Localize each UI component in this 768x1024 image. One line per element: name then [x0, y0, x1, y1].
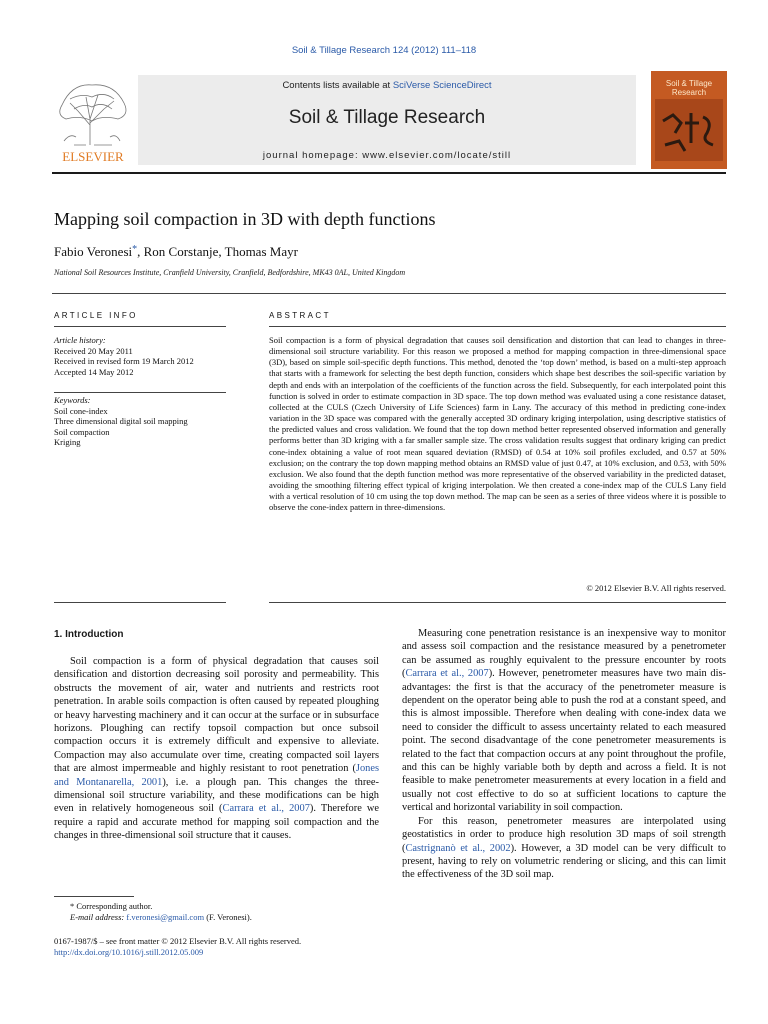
abstract-heading: ABSTRACT: [269, 311, 331, 320]
intro-paragraph: [402, 815, 726, 882]
intro-text: Soil compaction is a form of physical degradation that causes soil densification and distortion decreasing soil porosity and permeability. This obstructs the movement of air, water and nutrients and restricts root penetration. In arable soils compaction is often caused by repeated ploughing or heavy harvesting machinery and it can occur at the surface or in subsurface horizons. Ploughing can rectify topsoil compaction but once subsoil compaction occurs it is extremely difficult and expensive to alleviate. Compaction may also accumulate over time, creating compacted soil layers that are almost impermeable and highly resistant to root penetration (: [54, 656, 379, 775]
elsevier-tree-logo: [52, 75, 134, 165]
corresponding-author-note: Corresponding author.: [76, 901, 153, 911]
issn-line: 0167-1987/$ – see front matter © 2012 Elsevier B.V. All rights reserved.: [54, 936, 302, 946]
abstract-body: Soil compaction is a form of physical degradation that causes soil densification and distortion that can lead to changes in three-dimensional soil structure variability. For this reason we proposed a method for mapping compaction in three-dimensional space (3D), based on simple soil-specific depth functions. This method, denoted the ‘top down’ method, is based on a multi-step approach that starts with a framework for selecting the best depth function, considers which shape best describes the soil-specific variation by depth and ends with an interpolation of the coefficients of the function across the field. Subsequently, for each interpolated point this function is solved in order to estimate compaction in 3D space. The top down method was evaluated using a cone resistance dataset, collected at the CULS (Czech University of Life Sciences) farm in Lany. The accuracy of this method in predicting cone-index variation in the 3D space was compared with the generally accepted 3D ordinary kriging interpolation, using descriptive statistics of the predicted values and cross validation. We found that the top down method better represented observed information and generally performs better than 3D kriging with a far smaller sample size. The cross validation results suggest that ordinary kriging can predict cone-index obtaining a value of root mean squared deviation (RMSD) of 0.54 at 10% soil profiles excluded, and 0.57 at 50% exclusion; on the contrary the top down mapping method obtains an RMSD value of just 0.47, at 10% exclusion, and 0.53, with 50% exclusion. We also found that the depth function method was more representative of the observed variability in the predicted dataset, avoiding the smoothing filtering effect typical of kriging interpolation. We then created a cone-index map of the CULS Lany field with a vertical resolution of 10 cm using the top down method. The map can be seen as a series of three videos where it is possible to observe the cone-index pattern in three-dimensions.: [269, 335, 726, 513]
journal-homepage[interactable]: journal homepage: www.elsevier.com/locate/still: [262, 150, 512, 161]
header-rule: [52, 172, 726, 174]
journal-reference[interactable]: Soil & Tillage Research 124 (2012) 111–118: [291, 45, 477, 56]
intro-text: ). However, a 3D model can be very difficult to present, having to rely on volumetric rendering or slicing, and this can limit the effectiveness of the 3D soil map.: [402, 842, 726, 881]
footnote-rule: [54, 896, 134, 897]
intro-text: For this reason, penetrometer measures are interpolated using geostatistics in order to produce high resolution 3D maps of soil strength (: [402, 815, 726, 854]
accepted-date: Accepted 14 May 2012: [54, 366, 134, 377]
intro-text: ), i.e. a plough pan. This changes the three-dimensional soil structure variability, and these modifications can be high even in relatively homogeneous soil (: [54, 776, 379, 815]
abstract-copyright: © 2012 Elsevier B.V. All rights reserved.: [586, 583, 726, 593]
email-label: E-mail address:: [70, 912, 125, 922]
elsevier-wordmark: ELSEVIER: [62, 149, 124, 164]
footnote: [54, 901, 379, 923]
corresponding-author-link[interactable]: *: [132, 244, 138, 255]
author-first: Fabio Veronesi: [54, 244, 133, 259]
citation-link[interactable]: Castrignanò et al., 2002: [405, 842, 511, 854]
abstract-rule: [269, 326, 726, 327]
citation-link[interactable]: Jones and Montanarella, 2001: [54, 763, 379, 788]
article-history: [54, 335, 226, 377]
intro-paragraph: [402, 627, 726, 815]
email-suffix: (F. Veronesi).: [204, 912, 252, 922]
keywords-list: [54, 395, 226, 448]
citation-link[interactable]: Carrara et al., 2007: [222, 803, 310, 815]
intro-text: Measuring cone penetration resistance is an inexpensive way to monitor and assess soil compaction and the resistance measured by a penetrometer can be assumed as roughly equivalent to the pressure encounter by roots (: [402, 628, 726, 680]
cover-title: Soil & Tillage Research: [665, 79, 713, 97]
intro-right-column: [402, 627, 726, 882]
citation-link[interactable]: Carrara et al., 2007: [405, 668, 489, 680]
keyword-item: Soil cone-index: [54, 405, 108, 416]
contents-prefix: Contents lists available at: [282, 80, 393, 91]
intro-text: ). Therefore we require a rapid and accurate method for mapping soil compaction and the changes in three-dimensional soil structure that it causes.: [54, 803, 380, 842]
article-info-rule: [54, 326, 226, 327]
sciencedirect-link[interactable]: SciVerse ScienceDirect: [392, 80, 492, 91]
keyword-item: Soil compaction: [54, 426, 110, 437]
affiliation: National Soil Resources Institute, Cranfield University, Cranfield, Bedfordshire, MK43 0AL, United Kingdom: [54, 268, 406, 277]
received-date: Received 20 May 2011: [54, 345, 133, 356]
keywords-rule: [54, 392, 226, 393]
footnote-mark: *: [70, 901, 75, 911]
keyword-item: Three dimensional digital soil mapping: [54, 416, 188, 426]
doi-link[interactable]: http://dx.doi.org/10.1016/j.still.2012.05.009: [54, 947, 204, 957]
abstract-bottom-rule: [269, 602, 726, 603]
revised-date: Received in revised form 19 March 2012: [54, 356, 194, 366]
contents-line: [138, 80, 636, 91]
affiliation-rule: [52, 293, 726, 294]
author-list: [54, 244, 298, 260]
info-bottom-rule: [54, 602, 226, 603]
article-title: Mapping soil compaction in 3D with depth functions: [54, 209, 436, 229]
intro-left-column: [54, 655, 379, 843]
keywords-label: Keywords:: [54, 395, 91, 405]
email-link[interactable]: f.veronesi@gmail.com: [126, 912, 205, 922]
author-rest: , Ron Corstanje, Thomas Mayr: [137, 244, 298, 259]
journal-title: Soil & Tillage Research: [288, 107, 486, 128]
introduction-heading: 1. Introduction: [54, 629, 124, 640]
article-info-heading: ARTICLE INFO: [54, 311, 138, 320]
issn-block: [54, 936, 379, 958]
intro-text: ). However, penetrometer measures have two main dis-advantages: the first is that the accuracy of the penetrometer measure is dependent on the operator being able to push the rod at a constant speed, and this is almost impossible. Therefore when dealing with cone-index data we need to consider the difficult to assess uncertainty related to each measured point. The second disadvantage of the cone penetrometer measurements is related to the fact that compaction occurs at any point throughout the profile, and this can be highly variable both by depth and across a field. It is not feasible to make penetrometer measurements at every location in a field and usually not cost effective to do so at sufficient locations to capture the vertical and horizontal variability in soil compaction.: [402, 668, 726, 814]
keyword-item: Kriging: [54, 437, 81, 447]
history-label: Article history:: [54, 335, 106, 345]
